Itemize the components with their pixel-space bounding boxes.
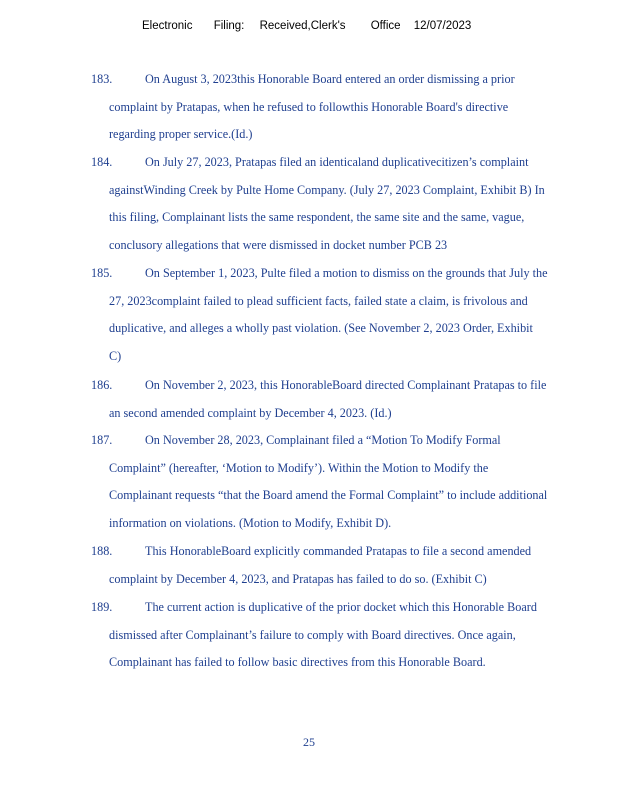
paragraph-number: 186. bbox=[91, 378, 113, 392]
header-received: Received,Clerk's bbox=[259, 20, 346, 32]
paragraph-line: On November 2, 2023, this HonorableBoard directed Complainant Pratapas to file bbox=[145, 378, 547, 392]
paragraph-number: 188. bbox=[91, 544, 113, 558]
header-office: Office bbox=[370, 20, 401, 32]
paragraph-line: an second amended complaint by December 4, 2023. (Id.) bbox=[109, 405, 392, 420]
paragraph-line: Complainant has failed to follow basic directives from this Honorable Board. bbox=[109, 655, 486, 670]
paragraph-line: Complaint” (hereafter, ‘Motion to Modify’). Within the Motion to Modify the bbox=[109, 460, 489, 475]
paragraph-line: C) bbox=[109, 348, 122, 363]
paragraph-line: dismissed after Complainant’s failure to comply with Board directives. Once again, bbox=[109, 627, 516, 642]
header-filing: Filing: bbox=[213, 20, 245, 32]
page-number: 25 bbox=[303, 735, 315, 749]
paragraph-186 bbox=[91, 375, 601, 430]
paragraph-183 bbox=[91, 69, 601, 152]
paragraph-line: conclusory allegations that were dismissed in docket number PCB 23 bbox=[109, 237, 448, 252]
paragraph-line: On November 28, 2023, Complainant filed a “Motion To Modify Formal bbox=[145, 433, 501, 447]
paragraph-line: complaint by Pratapas, when he refused to followthis Honorable Board's directive bbox=[109, 99, 509, 114]
paragraph-number: 183. bbox=[91, 72, 113, 86]
paragraph-184 bbox=[91, 152, 601, 262]
paragraph-line: This HonorableBoard explicitly commanded Pratapas to file a second amended bbox=[145, 544, 532, 558]
paragraph-line: complaint by December 4, 2023, and Pratapas has failed to do so. (Exhibit C) bbox=[109, 571, 487, 586]
paragraph-number: 189. bbox=[91, 600, 113, 614]
paragraph-number: 185. bbox=[91, 266, 113, 280]
paragraph-line: duplicative, and alleges a wholly past violation. (See November 2, 2023 Order, Exhibit bbox=[109, 321, 533, 336]
paragraph-185 bbox=[91, 263, 601, 373]
paragraph-line: information on violations. (Motion to Modify, Exhibit D). bbox=[109, 515, 392, 530]
paragraph-number: 184. bbox=[91, 155, 113, 169]
header-electronic: Electronic bbox=[142, 20, 193, 32]
filing-header bbox=[142, 20, 471, 32]
paragraph-line: regarding proper service.(Id.) bbox=[109, 127, 253, 142]
paragraph-line: On July 27, 2023, Pratapas filed an identicaland duplicativecitizen’s complaint bbox=[145, 155, 529, 169]
header-date: 12/07/2023 bbox=[413, 20, 472, 32]
paragraph-number: 187. bbox=[91, 433, 113, 447]
paragraph-188 bbox=[91, 541, 601, 596]
paragraph-line: The current action is duplicative of the prior docket which this Honorable Board bbox=[145, 600, 537, 614]
paragraph-line: Complainant requests “that the Board amend the Formal Complaint” to include additional bbox=[109, 488, 548, 503]
paragraph-189 bbox=[91, 597, 601, 680]
paragraph-line: this filing, Complainant lists the same respondent, the same site and the same, vague, bbox=[109, 210, 525, 225]
paragraph-187 bbox=[91, 430, 601, 540]
paragraph-line: On August 3, 2023this Honorable Board entered an order dismissing a prior bbox=[145, 72, 515, 86]
paragraph-line: againstWinding Creek by Pulte Home Company. (July 27, 2023 Complaint, Exhibit B) In bbox=[109, 182, 545, 197]
paragraph-line: 27, 2023complaint failed to plead sufficient facts, failed state a claim, is frivolous and bbox=[109, 293, 528, 308]
paragraph-line: On September 1, 2023, Pulte filed a motion to dismiss on the grounds that July the bbox=[145, 266, 548, 280]
